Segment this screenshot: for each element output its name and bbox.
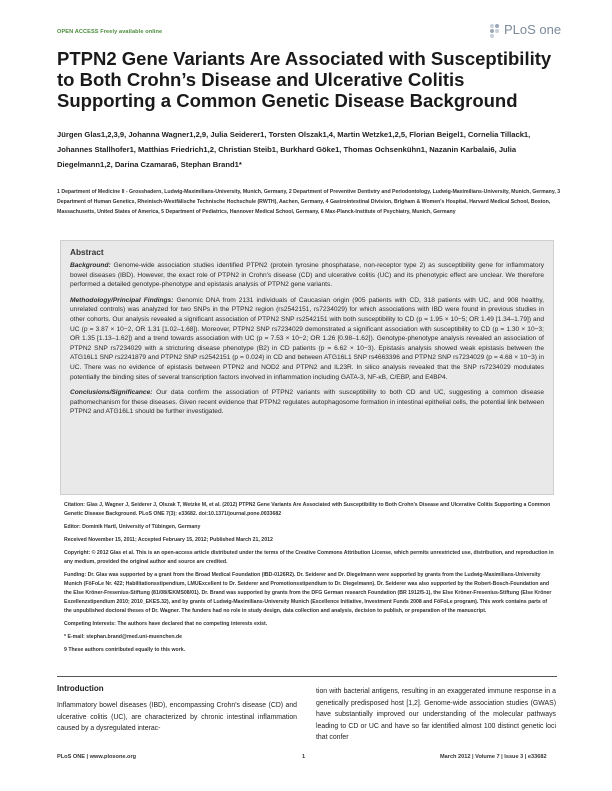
abstract-methods xyxy=(70,296,544,382)
editor: Editor: Dominik Hartl, University of Tübingen, Germany xyxy=(64,524,201,530)
dates: Received November 15, 2011; Accepted February 15, 2012; Published March 21, 2012 xyxy=(64,537,273,543)
intro-heading: Introduction xyxy=(57,684,104,693)
abstract-conclusions xyxy=(70,388,544,417)
citation: Citation: Glas J, Wagner J, Seiderer J, Olszak T, Wetzke M, et al. (2012) PTPN2 Gene Variants Are Associated with Susceptibility to Both Crohn's Disease and Ulcerative Colitis Supporting a Common Genetic Disease Background. PLoS ONE 7(3): e33682. doi:10.1371/journal.pone.0033682 xyxy=(64,502,551,517)
open-access-banner xyxy=(57,29,162,35)
conclusions-label: Conclusions/Significance: xyxy=(70,389,153,397)
background-text: Genome-wide association studies identified PTPN2 (protein tyrosine phosphatase, non-receptor type 2) as susceptibility gene for inflammatory bowel diseases (IBD). However, the exact role of PTPN2 in Crohn's disease (CD) and ulcerative colitis (UC) and its phenotypic effect are unclear. We therefore performed a detailed genotype-phenotype and epistasis analysis of PTPN2 gene variants. xyxy=(70,262,544,289)
background-label: Background: xyxy=(70,262,111,269)
author-list: Jürgen Glas1,2,3,9, Johanna Wagner1,2,9, Julia Seiderer1, Torsten Olszak1,4, Martin Wetzke1,2,5, Florian Beigel1, Cornelia Tillack1, Johannes Stallhofer1, Matthias Friedrich1,2, Christian Steib1, Burkhard Göke1, Thomas Ochsenkühn1, Nazanin Karbalai6, Julia Diegelmann1,2, Darina Czamara6, Stephan Brand1* xyxy=(57,130,531,169)
competing-interests: Competing Interests: The authors have declared that no competing interests exist. xyxy=(64,621,268,627)
plos-logo-icon xyxy=(488,23,502,39)
conclusions-text: Our data confirm the association of PTPN2 variants with susceptibility to both CD and UC, suggesting a common disease pathomechanism for these diseases. Given recent evidence that PTPN2 regulates autophagosome formation in intestinal epithelial cells, the potential link between PTPN2 and ATG16L1 should be further investigated. xyxy=(70,389,544,416)
journal-logo xyxy=(488,22,561,39)
copyright: Copyright: © 2012 Glas et al. This is an open-access article distributed under the terms of the Creative Commons Attribution License, which permits unrestricted use, distribution, and reproduction in any medium, provided the original author and source are credited. xyxy=(64,550,554,565)
intro-column-2: tion with bacterial antigens, resulting in an exaggerated immune response in a genetically predisposed host [1,2]. Genome-wide association studies (GWAS) have substantially improved our understanding of the molecular pathways leading to CD or UC and have so far identified almost 100 distinct genetic loci that confer xyxy=(316,688,556,741)
journal-logo-text: PLoS one xyxy=(504,22,562,37)
affiliations: 1 Department of Medicine II - Grosshadern, Ludwig-Maximilians-University, Munich, Germany, 2 Department of Preventive Dentistry and Periodontology, Ludwig-Maximilians-University, Munich, Germany, 3 Department of Human Genetics, Rheinisch-Westfälische Technische Hochschule (RWTH), Aachen, Germany, 4 Gastrointestinal Division, Brigham & Women's Hospital, Harvard Medical School, Boston, Massachusetts, United States of America, 5 Department of Pediatrics, Hannover Medical School, Germany, 6 Max-Planck-Institute of Psychiatry, Munich, Germany xyxy=(57,189,561,215)
methods-label: Methodology/Principal Findings: xyxy=(70,296,174,304)
abstract-box xyxy=(60,240,554,495)
abstract-heading: Abstract xyxy=(70,247,104,257)
section-divider xyxy=(57,676,557,677)
article-metadata xyxy=(64,501,554,659)
open-access-label: OPEN ACCESS Freely available online xyxy=(57,29,163,35)
footer-page-number: 1 xyxy=(302,754,306,760)
footer-journal[interactable]: PLoS ONE | www.plosone.org xyxy=(57,754,137,760)
article-title: PTPN2 Gene Variants Are Associated with Susceptibility to Both Crohn’s Disease and Ulcerative Colitis Supporting a Common Genetic Disease Background xyxy=(57,48,552,111)
footer-issue: March 2012 | Volume 7 | Issue 3 | e33682 xyxy=(440,754,547,760)
funding: Funding: Dr. Glas was supported by a grant from the Broad Medical Foundation (IBD-0126R2). Dr. Seiderer and Dr. Diegelmann were supported by grants from the Ludwig-Maximilians-University Munich (FöFoLe Nr. 422; Habilitationsstipendium, LMUExcellent to Dr. Seiderer and Promotionsstipendium to Dr. Diegelmann). Dr. Seiderer was also supported by the Robert-Bosch-Foundation and the Else Kröner-Fresenius-Stiftung (81/08//EKMS08/01). Dr. Brand was supported by grants from the DFG German research Foundation (BR 1912/5-1), the Else Kröner-Fresenius-Stiftung (Else Kröner Exzellenzstipendium 2010; 2010_EKES.32), and by grants of Ludwig-Maximilians-University Munich (Excellence Initiative, Investment Funds 2008 and FöFoLe program). This work contains parts of the unpublished doctoral theses of Dr. Wagner. The funders had no role in study design, data collection and analysis, decision to publish, or preparation of the manuscript. xyxy=(64,572,552,614)
intro-column-1: Inflammatory bowel diseases (IBD), encompassing Crohn's disease (CD) and ulcerative colitis (UC), are characterized by chronic intestinal inflammation caused by a dysregulated interac- xyxy=(57,702,297,732)
methods-text: Genomic DNA from 2131 individuals of Caucasian origin (905 patients with CD, 318 patients with UC, and 908 healthy, unrelated controls) was analyzed for two SNPs in the PTPN2 region (rs2542151, rs7234029) for which associations with IBD were found in previous studies in other cohorts. Our analysis revealed a significant association of PTPN2 SNP rs2542151 with both susceptibility to CD (p = 1.95 × 10−5; OR 1.49 [1.34–1.79]) and UC (p = 3.87 × 10−2, OR 1.31 [1.02–1.68]). Moreover, PTPN2 SNP rs7234029 demonstrated a significant association with susceptibility to CD (p = 1.30 × 10−3; OR 1.35 [1.13–1.62]) and a trend towards association with UC (p = 7.53 × 10−2; OR 1.26 [0.98–1.62]). Genotype-phenotype analysis revealed an association of PTPN2 SNP rs7234029 with a stricturing disease phenotype (B2) in CD patients (p = 6.62 × 10−3). Epistasis analysis showed weak epistasis between the ATG16L1 SNP rs2241879 and PTPN2 SNP rs2542151 (p = 0.024) in CD and between ATG16L1 SNP rs4663396 and PTPN2 SNP rs7234029 (p = 4.68 × 10−3) in UC. There was no evidence of epistasis between PTPN2 and NOD2 and PTPN2 and IL23R. In silico analysis revealed that the SNP rs7234029 modulates potentially the binding sites of several transcription factors involved in inflammation including GATA-3, NF-κB, C/EBP, and E4BP4. xyxy=(70,296,545,381)
corresponding-email[interactable]: * E-mail: stephan.brand@med.uni-muenchen.de xyxy=(64,634,183,640)
equal-contribution: 9 These authors contributed equally to this work. xyxy=(64,647,186,653)
abstract-background xyxy=(70,261,544,290)
